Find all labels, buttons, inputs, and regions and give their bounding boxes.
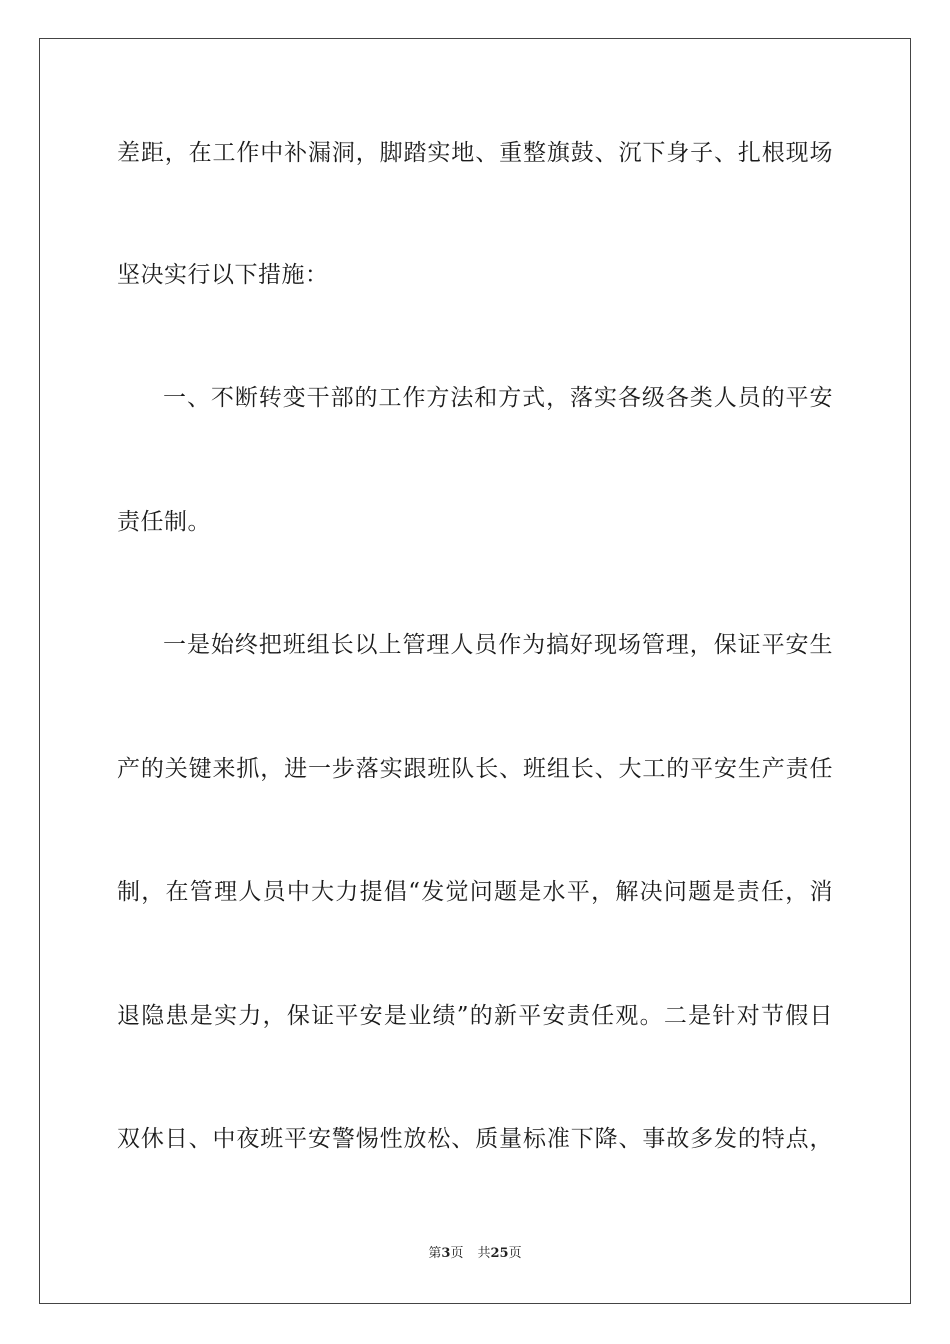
footer-page-suffix: 页 [450,1246,464,1261]
footer-total-prefix: 共 [477,1246,491,1261]
body-line-6: 产的关键来抓，进一步落实跟班队长、班组长、大工的平安生产责任 [117,756,833,782]
page-frame [39,38,911,1304]
body-line-4: 责任制。 [117,509,211,535]
footer-page-number: 3 [441,1246,451,1261]
body-line-1: 差距，在工作中补漏洞，脚踏实地、重整旗鼓、沉下身子、扎根现场 [117,140,833,166]
body-line-2: 坚决实行以下措施： [117,262,329,288]
body-line-5: 一是始终把班组长以上管理人员作为搞好现场管理，保证平安生 [163,632,833,658]
body-line-3: 一、不断转变干部的工作方法和方式，落实各级各类人员的平安 [163,385,833,411]
body-line-7: 制，在管理人员中大力提倡“发觉问题是水平，解决问题是责任，消 [117,879,833,905]
footer-page-prefix: 第 [428,1246,442,1261]
body-line-9: 双休日、中夜班平安警惕性放松、质量标准下降、事故多发的特点， [117,1126,833,1152]
footer-total-suffix: 页 [508,1246,522,1261]
page-footer [0,1245,950,1263]
footer-total-pages: 25 [490,1246,509,1261]
body-line-8: 退隐患是实力，保证平安是业绩”的新平安责任观。二是针对节假日 [117,1003,833,1029]
